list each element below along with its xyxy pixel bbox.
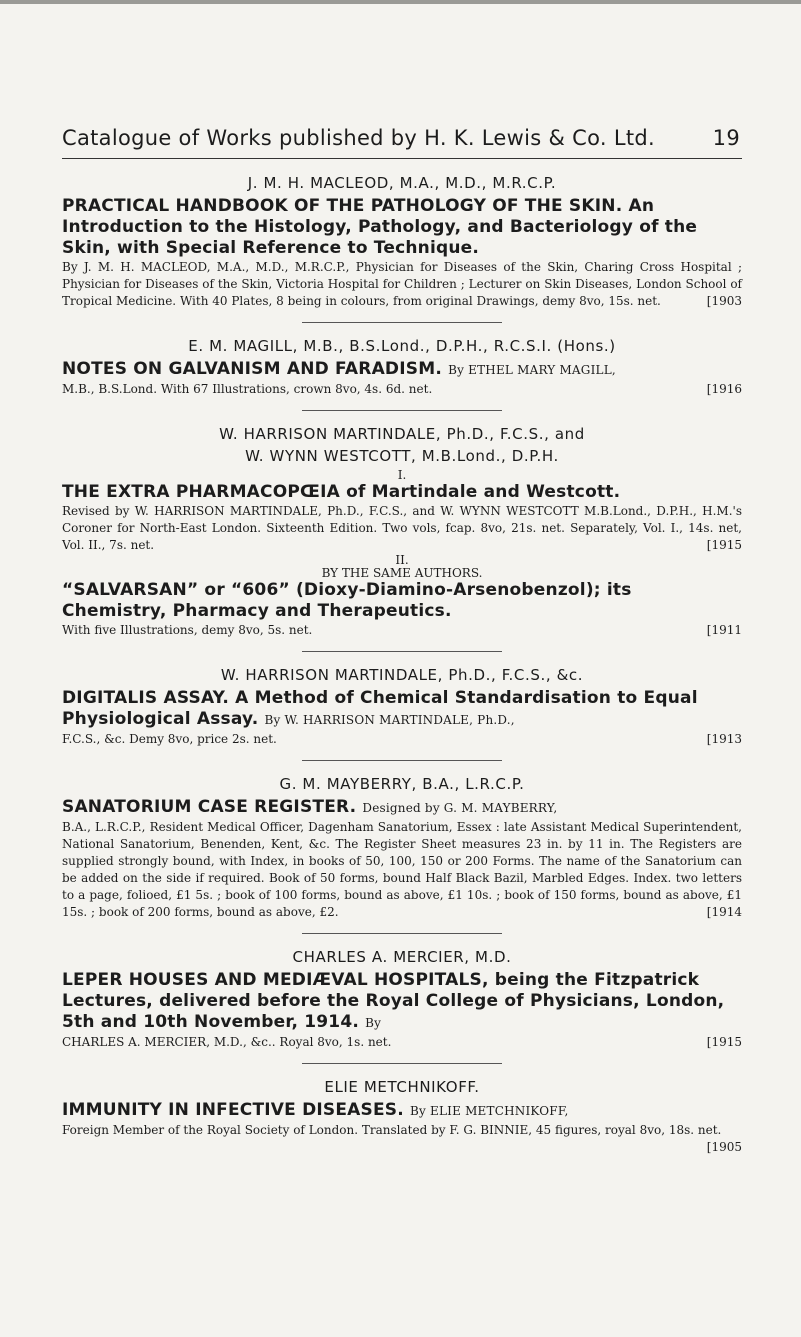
page-number: 19 [712,126,740,150]
entry-byline: By [365,1016,382,1030]
header-rule [62,158,742,159]
page-header [62,126,742,150]
entry-description: F.C.S., &c. Demy 8vo, price 2s. net. [1913 [62,732,742,746]
entry-separator [302,1063,502,1064]
entry-description: Foreign Member of the Royal Society of London. Translated by F. G. BINNIE, 45 figures, royal 8vo, 18s. net. [1905 [62,1123,742,1154]
catalogue-title: Catalogue of Works published by H. K. Lewis & Co. Ltd. [62,126,655,150]
entry-year: [1903 [706,294,742,308]
volume-label: I. [397,468,407,482]
entry-author: E. M. MAGILL, M.B., B.S.Lond., D.P.H., R.C.S.I. (Hons.) [188,337,616,355]
entry-title: SANATORIUM CASE REGISTER. Designed by G. M. MAYBERRY, [62,797,558,817]
entry-digitalis [62,666,742,748]
entry-title: DIGITALIS ASSAY. A Method of Chemical Standardisation to Equal Physiological Assay. By W. HARRISON MARTINDALE, Ph.D., [62,688,698,729]
volume-label: II. [395,553,409,567]
entry-mercier [62,948,742,1051]
entry-title: PRACTICAL HANDBOOK OF THE PATHOLOGY OF THE SKIN. An Introduction to the Histology, Pathology, and Bacteriology of the Skin, with Special Reference to Technique. [62,196,698,258]
entry-year: [1914 [706,905,742,919]
entry-separator [302,933,502,934]
entry-year: [1913 [706,732,742,746]
entry-author: J. M. H. MACLEOD, M.A., M.D., M.R.C.P. [247,174,557,192]
same-authors-subheading: BY THE SAME AUTHORS. [321,566,483,580]
entry-title: THE EXTRA PHARMACOPŒIA of Martindale and Westcott. [62,482,621,502]
entry-martindale-westcott [62,425,742,639]
entry-separator [302,651,502,652]
top-edge-line [0,0,801,4]
entry-magill [62,337,742,398]
entry-byline: By ELIE METCHNIKOFF, [410,1104,569,1118]
entry-year: [1915 [706,1035,742,1049]
entry-byline: By ETHEL MARY MAGILL, [448,363,616,377]
entry-description: By J. M. H. MACLEOD, M.A., M.D., M.R.C.P., Physician for Diseases of the Skin, Charing Cross Hospital ; Physician for Diseases of the Skin, Victoria Hospital for Children ; Lecturer on Skin Diseases, London School of Tropical Medicine. With 40 Plates, 8 being in colours, from original Drawings, demy 8vo, 15s. net. [1903 [62,260,742,308]
entry-year: [1916 [706,382,742,396]
entry-author: CHARLES A. MERCIER, M.D. [292,948,512,966]
entry-author: W. HARRISON MARTINDALE, Ph.D., F.C.S., and [219,425,585,443]
entry-metchnikoff [62,1078,742,1154]
entries-list [62,168,742,1156]
entry-title: LEPER HOUSES AND MEDIÆVAL HOSPITALS, being the Fitzpatrick Lectures, delivered before the Royal College of Physicians, London, 5th and 10th November, 1914. By [62,970,725,1032]
entry-year: [1905 [706,1140,742,1154]
entry-title: IMMUNITY IN INFECTIVE DISEASES. By ELIE METCHNIKOFF, [62,1100,569,1120]
entry-mayberry [62,775,742,921]
entry-description: M.B., B.S.Lond. With 67 Illustrations, crown 8vo, 4s. 6d. net. [1916 [62,382,742,396]
entry-author: G. M. MAYBERRY, B.A., L.R.C.P. [279,775,525,793]
entry-byline: By W. HARRISON MARTINDALE, Ph.D., [264,713,515,727]
entry-separator [302,760,502,761]
entry-byline: Designed by G. M. MAYBERRY, [362,801,558,815]
entry-separator [302,410,502,411]
entry-year: [1911 [706,623,742,637]
entry-separator [302,322,502,323]
entry-title: “SALVARSAN” or “606” (Dioxy-Diamino-Arsenobenzol); its Chemistry, Pharmacy and Therapeutics. [62,580,632,621]
entry-author-second: W. WYNN WESTCOTT, M.B.Lond., D.P.H. [245,447,559,465]
entry-description: B.A., L.R.C.P., Resident Medical Officer, Dagenham Sanatorium, Essex : late Assistant Medical Superintendent, National Sanatorium, Benenden, Kent, &c. The Register Sheet measures 23 in. by 11 in. The Registers are supplied strongly bound, with Index, in books of 50, 100, 150 or 200 Forms. The name of the Sanatorium can be added on the side if required. Book of 50 forms, bound Half Black Bazil, Marbled Edges. Index. two letters to a page, folioed, £1 5s. ; book of 100 forms, bound as above, £1 10s. ; book of 150 forms, bound as above, £1 15s. ; book of 200 forms, bound as above, £2. [1914 [62,820,742,919]
entry-year: [1915 [706,538,742,552]
entry-macleod [62,174,742,310]
entry-description: CHARLES A. MERCIER, M.D., &c.. Royal 8vo, 1s. net. [1915 [62,1035,742,1049]
entry-author: W. HARRISON MARTINDALE, Ph.D., F.C.S., &c. [220,666,584,684]
entry-author: ELIE METCHNIKOFF. [324,1078,480,1096]
entry-title: NOTES ON GALVANISM AND FARADISM. By ETHEL MARY MAGILL, [62,359,616,379]
entry-description: With five Illustrations, demy 8vo, 5s. net. [1911 [62,623,742,637]
entry-description: Revised by W. HARRISON MARTINDALE, Ph.D., F.C.S., and W. WYNN WESTCOTT M.B.Lond., D.P.H., H.M.'s Coroner for North-East London. Sixteenth Edition. Two vols, fcap. 8vo, 21s. net. Separately, Vol. I., 14s. net, Vol. II., 7s. net. [1915 [62,504,742,552]
